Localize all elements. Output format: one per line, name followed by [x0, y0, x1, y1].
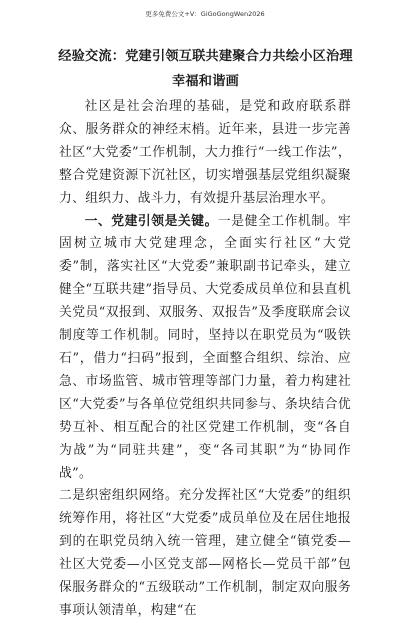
section-1-paragraph [59, 211, 351, 486]
document-title: 经验交流：党建引领互联共建聚合力共绘小区治理幸福和谐画 [58, 49, 353, 89]
document-body [59, 96, 351, 623]
intro-paragraph: 社区是社会治理的基础，是党和政府联系群众、服务群众的神经末梢。近年来，县进一步完善社区“大党委”工作机制，大力推行“一线工作法”，整合党建资源下沉社区，切实增强基层党组织凝聚力、组织力、战斗力，有效提升基层治理水平。 [59, 99, 351, 206]
section-1-text: 一是健全工作机制。牢固树立城市大党建理念，全面实行社区“大党委”制，落实社区“大党委”兼职副书记牵头，建立健全“互联共建”指导员、大党委成员单位和县直机关党员“双报到、双服务、双报告”及季度联席会议制度等工作机制。同时，坚持以在职党员为“吸铁石”，借力“扫码”报到，全面整合组织、综治、应急、市场监管、城市管理等部门力量，着力构建社区“大党委”与各单位党组织共同参与、条块结合优势互补、相互配合的社区党建工作机制，变“各自为战”为“同驻共建”，变“各司其职”为“协同作战”。 [59, 213, 352, 481]
section-1-heading: 一、党建引领是关键。 [84, 213, 218, 229]
section-1-continuation: 二是织密组织网络。充分发挥社区“大党委”的组织统筹作用，将社区“大党委”成员单位及在居住地报到的在职党员纳入统一管理，建立健全“镇党委—社区大党委—小区党支部—网格长—党员干部”包保服务群众的“五级联动”工作机制，制定双向服务事项认领清单，构建“在 [59, 488, 351, 618]
page-header: 更多免费公文+V：GiGoGongWen2026 [145, 10, 265, 18]
